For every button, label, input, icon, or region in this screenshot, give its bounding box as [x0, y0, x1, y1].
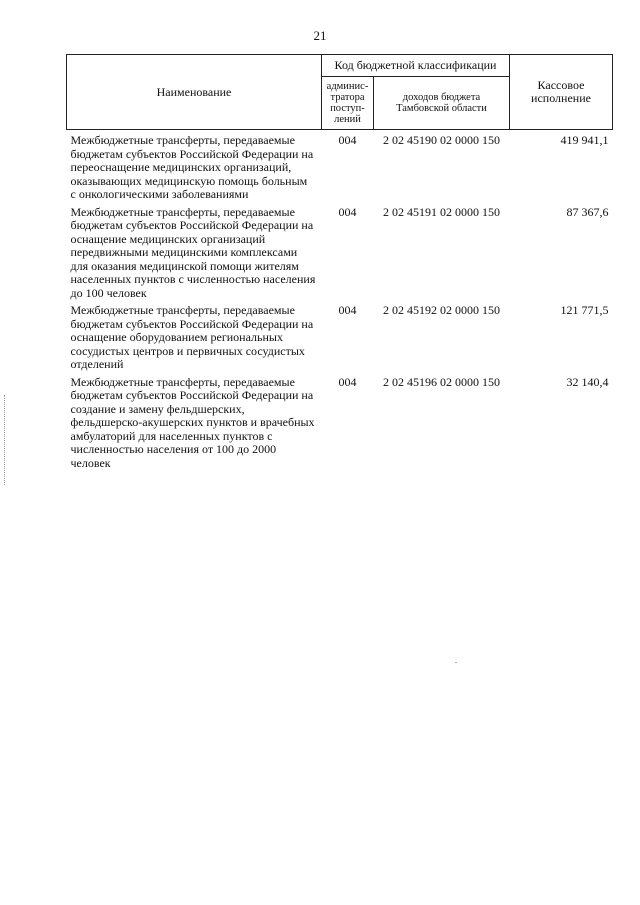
budget-table-container — [66, 54, 612, 474]
row-admin-code: 004 — [338, 204, 357, 219]
row-name: Межбюджетные трансферты, передаваемые бюджетам субъектов Российской Федерации на создание и замену фельдшерских, фельдшерско-акушерских пунктов и врачебных амбулаторий для населенных пунктов с численностью населения от 100 до 2000 человек — [70, 374, 315, 470]
row-amount: 419 941,1 — [560, 133, 609, 147]
table-body — [67, 130, 613, 475]
row-name: Межбюджетные трансферты, передаваемые бюджетам субъектов Российской Федерации на оснащение медицинских организаций передвижными медицинскими комплексами для оказания медицинской помощи жителям населенных пунктов с численностью населения до 100 человек — [70, 204, 316, 300]
row-admin-code: 004 — [338, 303, 357, 317]
row-amount: 32 140,4 — [566, 374, 609, 389]
row-revenue-code: 2 02 45196 02 0000 150 — [383, 374, 500, 389]
header-admin: админис-тратора поступ-лений — [322, 77, 374, 130]
header-name: Наименование — [67, 55, 322, 130]
row-admin-code: 004 — [338, 133, 357, 147]
scan-speck — [455, 662, 457, 663]
table-row — [67, 206, 613, 305]
table-row — [67, 304, 613, 376]
row-name: Межбюджетные трансферты, передаваемые бюджетам субъектов Российской Федерации на оснащение оборудованием региональных сосудистых центров и первичных сосудистых отделений — [70, 303, 314, 371]
table-header — [67, 55, 613, 130]
header-code-group: Код бюджетной классификации — [322, 55, 510, 77]
row-admin-code: 004 — [338, 374, 357, 389]
row-amount: 87 367,6 — [566, 204, 609, 219]
row-name: Межбюджетные трансферты, передаваемые бюджетам субъектов Российской Федерации на переоснащение медицинских организаций, оказывающих медицинскую помощь больным с онкологическими заболеваниями — [70, 133, 314, 201]
row-revenue-code: 2 02 45190 02 0000 150 — [383, 133, 500, 147]
row-revenue-code: 2 02 45191 02 0000 150 — [383, 204, 500, 219]
budget-table — [66, 54, 613, 474]
header-revenue: доходов бюджета Тамбовской области — [374, 77, 510, 130]
scan-margin-marks — [4, 395, 7, 485]
page-number: 21 — [313, 28, 327, 43]
table-row — [67, 376, 613, 475]
row-revenue-code: 2 02 45192 02 0000 150 — [383, 303, 500, 317]
header-execution: Кассовое исполнение — [510, 55, 613, 130]
row-amount: 121 771,5 — [560, 303, 609, 317]
table-row — [67, 130, 613, 206]
